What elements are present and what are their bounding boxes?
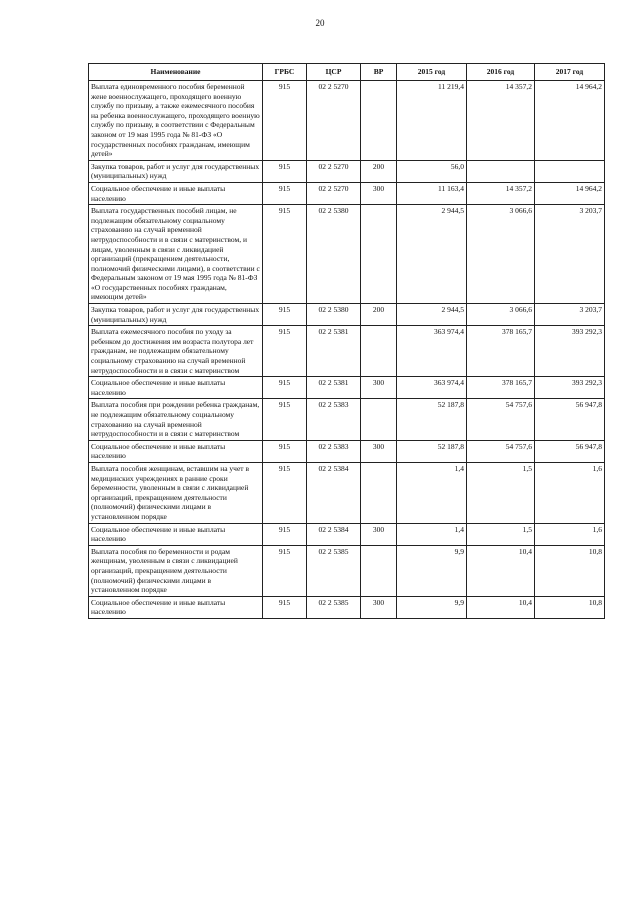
row-name: Закупка товаров, работ и услуг для государственных (муниципальных) нужд [89,160,263,182]
row-2017: 56 947,8 [535,440,605,462]
row-2017: 1,6 [535,462,605,523]
table-row [89,304,605,326]
row-name: Социальное обеспечение и иные выплаты населению [89,596,263,618]
row-name: Социальное обеспечение и иные выплаты населению [89,377,263,399]
header-name: Наименование [89,64,263,81]
row-2016: 378 165,7 [467,326,535,377]
row-2017 [535,160,605,182]
header-vr: ВР [361,64,397,81]
row-vr [361,462,397,523]
row-vr: 300 [361,182,397,204]
table-row [89,440,605,462]
budget-table [88,63,605,619]
header-grbs: ГРБС [263,64,307,81]
table-row [89,545,605,596]
row-2015: 11 163,4 [397,182,467,204]
table-row [89,462,605,523]
row-grbs: 915 [263,596,307,618]
row-2017: 14 964,2 [535,81,605,161]
row-2017: 10,8 [535,596,605,618]
row-2016: 10,4 [467,596,535,618]
row-2016: 1,5 [467,523,535,545]
header-2016: 2016 год [467,64,535,81]
row-vr: 300 [361,440,397,462]
row-2015: 1,4 [397,523,467,545]
row-2015: 9,9 [397,545,467,596]
row-vr: 200 [361,160,397,182]
row-grbs: 915 [263,399,307,440]
row-name: Выплата пособия по беременности и родам женщинам, уволенным в связи с ликвидацией организаций, прекращением деятельности (полномочий) физическими лицами в установленном порядке [89,545,263,596]
row-2015: 2 944,5 [397,304,467,326]
row-grbs: 915 [263,545,307,596]
row-2017: 1,6 [535,523,605,545]
row-csr: 02 2 5270 [307,182,361,204]
row-grbs: 915 [263,304,307,326]
row-2016: 14 357,2 [467,182,535,204]
row-csr: 02 2 5380 [307,304,361,326]
row-vr: 300 [361,523,397,545]
table-row [89,326,605,377]
row-grbs: 915 [263,160,307,182]
row-name: Выплата ежемесячного пособия по уходу за ребенком до достижения им возраста полутора лет гражданам, не подлежащим обязательному социальному страхованию на случай временной нетрудоспособности и в связи с материнством [89,326,263,377]
row-grbs: 915 [263,205,307,304]
row-2016: 378 165,7 [467,377,535,399]
row-vr [361,545,397,596]
row-2017: 56 947,8 [535,399,605,440]
table-row [89,596,605,618]
row-name: Выплата единовременного пособия беременной жене военнослужащего, проходящего военную службу по призыву, а также ежемесячного пособия на ребенка военнослужащего, проходящего военную службу по призыву, в соответствии с Федеральным законом от 19 мая 1995 года № 81-ФЗ «О государственных пособиях гражданам, имеющим детей» [89,81,263,161]
table-row [89,182,605,204]
table-row [89,377,605,399]
row-2015: 363 974,4 [397,377,467,399]
row-grbs: 915 [263,462,307,523]
table-header-row [89,64,605,81]
row-2016 [467,160,535,182]
page-number: 20 [315,18,325,28]
row-grbs: 915 [263,377,307,399]
row-2017: 3 203,7 [535,304,605,326]
table-row [89,160,605,182]
row-2016: 14 357,2 [467,81,535,161]
row-name: Выплата пособия при рождении ребенка гражданам, не подлежащим обязательному социальному страхованию на случай временной нетрудоспособности и в связи с материнством [89,399,263,440]
row-2015: 1,4 [397,462,467,523]
table-row [89,399,605,440]
row-vr [361,81,397,161]
row-vr [361,205,397,304]
row-2015: 52 187,8 [397,440,467,462]
row-name: Выплата пособия женщинам, вставшим на учет в медицинских учреждениях в ранние сроки беременности, уволенным в связи с ликвидацией организаций, прекращением деятельности (полномочий) физическими лицами в установленном порядке [89,462,263,523]
row-grbs: 915 [263,523,307,545]
row-csr: 02 2 5383 [307,399,361,440]
row-csr: 02 2 5381 [307,326,361,377]
row-csr: 02 2 5385 [307,545,361,596]
row-2017: 393 292,3 [535,377,605,399]
row-csr: 02 2 5381 [307,377,361,399]
row-grbs: 915 [263,182,307,204]
row-2016: 3 066,6 [467,304,535,326]
row-2017: 393 292,3 [535,326,605,377]
row-csr: 02 2 5383 [307,440,361,462]
row-2016: 3 066,6 [467,205,535,304]
row-vr: 300 [361,596,397,618]
row-grbs: 915 [263,326,307,377]
row-name: Закупка товаров, работ и услуг для государственных (муниципальных) нужд [89,304,263,326]
row-vr [361,326,397,377]
row-name: Социальное обеспечение и иные выплаты населению [89,440,263,462]
row-csr: 02 2 5270 [307,160,361,182]
row-2016: 1,5 [467,462,535,523]
row-2017: 3 203,7 [535,205,605,304]
row-csr: 02 2 5384 [307,462,361,523]
row-2017: 10,8 [535,545,605,596]
table-row [89,523,605,545]
row-vr: 300 [361,377,397,399]
row-2015: 363 974,4 [397,326,467,377]
row-2015: 56,0 [397,160,467,182]
row-2017: 14 964,2 [535,182,605,204]
header-2017: 2017 год [535,64,605,81]
row-grbs: 915 [263,440,307,462]
row-2015: 2 944,5 [397,205,467,304]
row-grbs: 915 [263,81,307,161]
row-vr [361,399,397,440]
row-vr: 200 [361,304,397,326]
row-2015: 11 219,4 [397,81,467,161]
row-name: Социальное обеспечение и иные выплаты населению [89,523,263,545]
row-2016: 54 757,6 [467,399,535,440]
table-row [89,81,605,161]
row-2016: 54 757,6 [467,440,535,462]
header-csr: ЦСР [307,64,361,81]
row-csr: 02 2 5384 [307,523,361,545]
row-2015: 52 187,8 [397,399,467,440]
header-2015: 2015 год [397,64,467,81]
table-row [89,205,605,304]
row-2015: 9,9 [397,596,467,618]
row-csr: 02 2 5380 [307,205,361,304]
row-name: Социальное обеспечение и иные выплаты населению [89,182,263,204]
row-csr: 02 2 5385 [307,596,361,618]
row-csr: 02 2 5270 [307,81,361,161]
row-name: Выплата государственных пособий лицам, не подлежащим обязательному социальному страхованию на случай временной нетрудоспособности и в связи с материнством, и лицам, уволенным в связи с ликвидацией организаций (прекращением деятельности, полномочий физическими лицами), в соответствии с Федеральным законом от 19 мая 1995 года № 81-ФЗ «О государственных пособиях гражданам, имеющим детей» [89,205,263,304]
row-2016: 10,4 [467,545,535,596]
